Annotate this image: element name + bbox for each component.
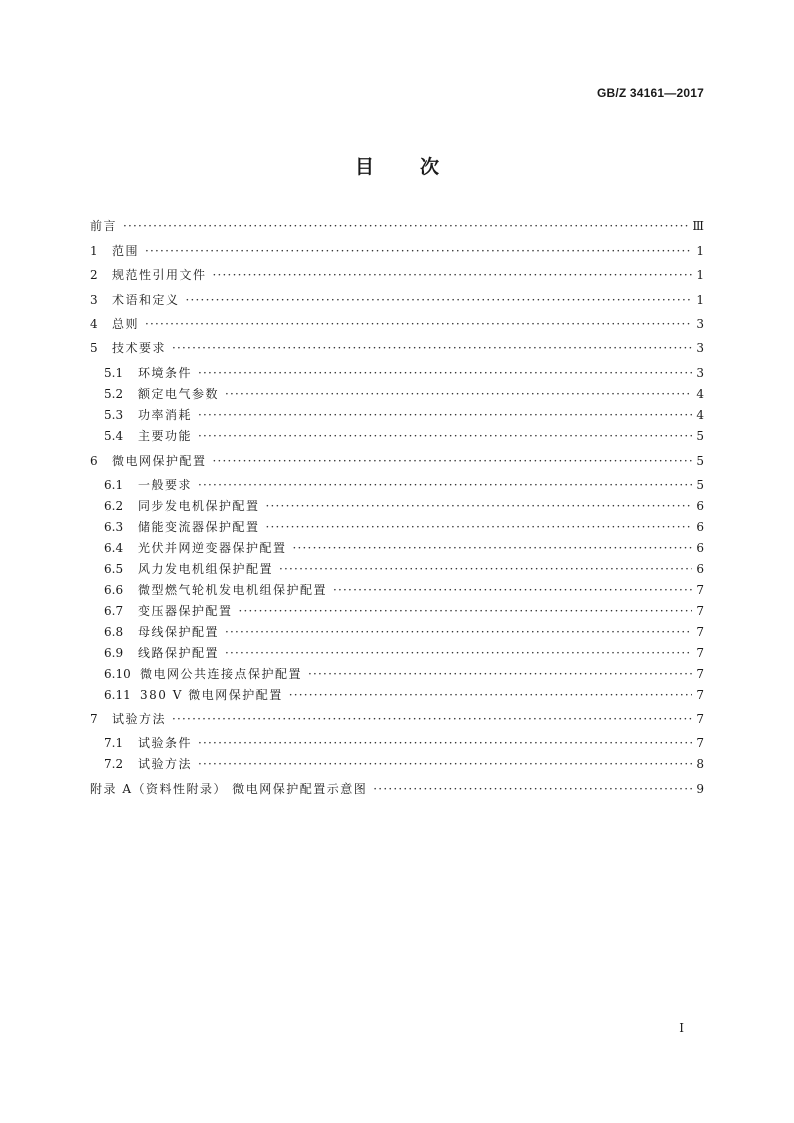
toc-number: 5.4 <box>104 429 124 443</box>
toc-leader <box>225 645 692 661</box>
toc-leader <box>293 540 692 556</box>
toc-number: 5.2 <box>104 387 124 401</box>
toc-number: 7.2 <box>104 757 124 771</box>
toc-number: 6 <box>90 454 98 468</box>
toc-label: 技术要求 <box>112 341 167 355</box>
toc-number: 6.7 <box>104 604 124 618</box>
toc-page: 6 <box>696 541 704 555</box>
toc-label: 环境条件 <box>138 366 193 380</box>
toc-page: 7 <box>696 667 704 681</box>
toc-leader <box>123 218 688 234</box>
toc-leader <box>172 340 692 356</box>
toc-number: 5.1 <box>104 366 124 380</box>
toc-subentry[interactable] <box>104 561 704 577</box>
toc-label: 380 V 微电网保护配置 <box>140 688 283 702</box>
toc-label: 同步发电机保护配置 <box>138 499 260 513</box>
toc-label: 母线保护配置 <box>138 625 220 639</box>
toc-subentry[interactable] <box>104 407 704 423</box>
toc-number: 2 <box>90 268 98 282</box>
toc-page: 3 <box>696 341 704 355</box>
toc-label: 风力发电机组保护配置 <box>138 562 274 576</box>
toc-subentry[interactable] <box>104 498 704 514</box>
toc-leader <box>225 386 692 402</box>
toc-number: 7 <box>90 712 98 726</box>
toc-subentry[interactable] <box>104 582 704 598</box>
toc-leader <box>198 428 692 444</box>
toc-leader <box>308 666 692 682</box>
toc-subentry[interactable] <box>104 624 704 640</box>
toc-leader <box>289 687 692 703</box>
toc-subentry[interactable] <box>104 756 704 772</box>
toc-leader <box>266 519 692 535</box>
toc-number: 6.4 <box>104 541 124 555</box>
toc-page: 6 <box>696 499 704 513</box>
toc-subentry[interactable] <box>104 645 704 661</box>
toc-label: 总则 <box>112 317 140 331</box>
toc-label: 线路保护配置 <box>138 646 220 660</box>
toc-leader <box>213 267 692 283</box>
toc-page: 5 <box>696 429 704 443</box>
toc-page: 7 <box>696 712 704 726</box>
toc-leader <box>186 292 692 308</box>
toc-subentry[interactable] <box>104 540 704 556</box>
toc-page: 3 <box>696 317 704 331</box>
toc-subentry[interactable] <box>104 603 704 619</box>
toc-entry[interactable] <box>90 340 704 356</box>
toc-leader <box>198 735 692 751</box>
toc-page: 7 <box>696 646 704 660</box>
toc-entry[interactable] <box>90 316 704 332</box>
toc-label: 微电网保护配置 <box>112 454 207 468</box>
toc-entry[interactable] <box>90 267 704 283</box>
toc-leader <box>145 243 692 259</box>
toc-page: 6 <box>696 562 704 576</box>
toc-label: 储能变流器保护配置 <box>138 520 260 534</box>
toc-number: 6.2 <box>104 499 124 513</box>
toc-leader <box>225 624 692 640</box>
toc-subentry[interactable] <box>104 365 704 381</box>
toc-page: 1 <box>696 293 704 307</box>
toc-subentry[interactable] <box>104 735 704 751</box>
page-number: I <box>679 1021 684 1035</box>
toc-page: 3 <box>696 366 704 380</box>
toc-entry[interactable] <box>90 243 704 259</box>
toc-subentry[interactable] <box>104 477 704 493</box>
toc-leader <box>198 407 692 423</box>
toc-label: 附录 A（资料性附录） 微电网保护配置示意图 <box>90 782 368 796</box>
toc-number: 5 <box>90 341 98 355</box>
toc-label: 试验方法 <box>112 712 167 726</box>
toc-label: 功率消耗 <box>138 408 193 422</box>
toc-page: Ⅲ <box>692 219 704 233</box>
toc-page: 7 <box>696 604 704 618</box>
toc-leader <box>145 316 692 332</box>
toc-number: 7.1 <box>104 736 124 750</box>
toc-leader <box>333 582 692 598</box>
toc-page: 7 <box>696 625 704 639</box>
page-title: 目次 <box>354 156 485 178</box>
toc-label: 试验条件 <box>138 736 193 750</box>
toc-page: 7 <box>696 736 704 750</box>
toc-leader <box>239 603 692 619</box>
toc-page: 1 <box>696 268 704 282</box>
toc-number: 6.6 <box>104 583 124 597</box>
toc-number: 5.3 <box>104 408 124 422</box>
toc-number: 6.5 <box>104 562 124 576</box>
toc-page: 5 <box>696 478 704 492</box>
toc-label: 主要功能 <box>138 429 193 443</box>
toc-leader <box>373 781 692 797</box>
toc-number: 1 <box>90 244 98 258</box>
toc-leader <box>198 365 692 381</box>
standard-code: GB/Z 34161—2017 <box>596 86 704 100</box>
toc-label: 额定电气参数 <box>138 387 220 401</box>
toc-entry[interactable] <box>90 711 704 727</box>
toc-page: 7 <box>696 688 704 702</box>
toc-leader <box>172 711 692 727</box>
toc-entry[interactable] <box>90 292 704 308</box>
toc-number: 6.9 <box>104 646 124 660</box>
toc-subentry[interactable] <box>104 386 704 402</box>
toc-subentry[interactable] <box>104 428 704 444</box>
toc-label: 规范性引用文件 <box>112 268 207 282</box>
toc-number: 6.3 <box>104 520 124 534</box>
toc-leader <box>266 498 692 514</box>
toc-subentry[interactable] <box>104 687 704 703</box>
toc-number: 3 <box>90 293 98 307</box>
toc-label: 微型燃气轮机发电机组保护配置 <box>138 583 328 597</box>
toc-leader <box>213 453 692 469</box>
toc-label: 范围 <box>112 244 140 258</box>
toc-number: 6.11 <box>104 688 131 702</box>
toc-page: 6 <box>696 520 704 534</box>
toc-label: 微电网公共连接点保护配置 <box>140 667 303 681</box>
toc-leader <box>198 756 692 772</box>
toc-number: 4 <box>90 317 98 331</box>
toc-leader <box>279 561 692 577</box>
toc-number: 6.10 <box>104 667 131 681</box>
toc-number: 6.8 <box>104 625 124 639</box>
toc-page: 4 <box>696 408 704 422</box>
toc-label: 一般要求 <box>138 478 193 492</box>
toc-page: 4 <box>696 387 704 401</box>
toc-label: 前言 <box>90 219 118 233</box>
toc-label: 光伏并网逆变器保护配置 <box>138 541 287 555</box>
toc-leader <box>198 477 692 493</box>
toc-label: 术语和定义 <box>112 293 180 307</box>
toc-entry-foreword[interactable] <box>90 218 704 234</box>
toc-page: 1 <box>696 244 704 258</box>
toc-entry-appendix-a[interactable] <box>90 781 704 797</box>
toc-number: 6.1 <box>104 478 124 492</box>
toc-label: 变压器保护配置 <box>138 604 233 618</box>
toc-page: 7 <box>696 583 704 597</box>
toc-page: 5 <box>696 454 704 468</box>
toc-page: 9 <box>696 782 704 796</box>
toc-subentry[interactable] <box>104 519 704 535</box>
toc-subentry[interactable] <box>104 666 704 682</box>
toc-entry[interactable] <box>90 453 704 469</box>
toc-page: 8 <box>696 757 704 771</box>
toc-label: 试验方法 <box>138 757 193 771</box>
